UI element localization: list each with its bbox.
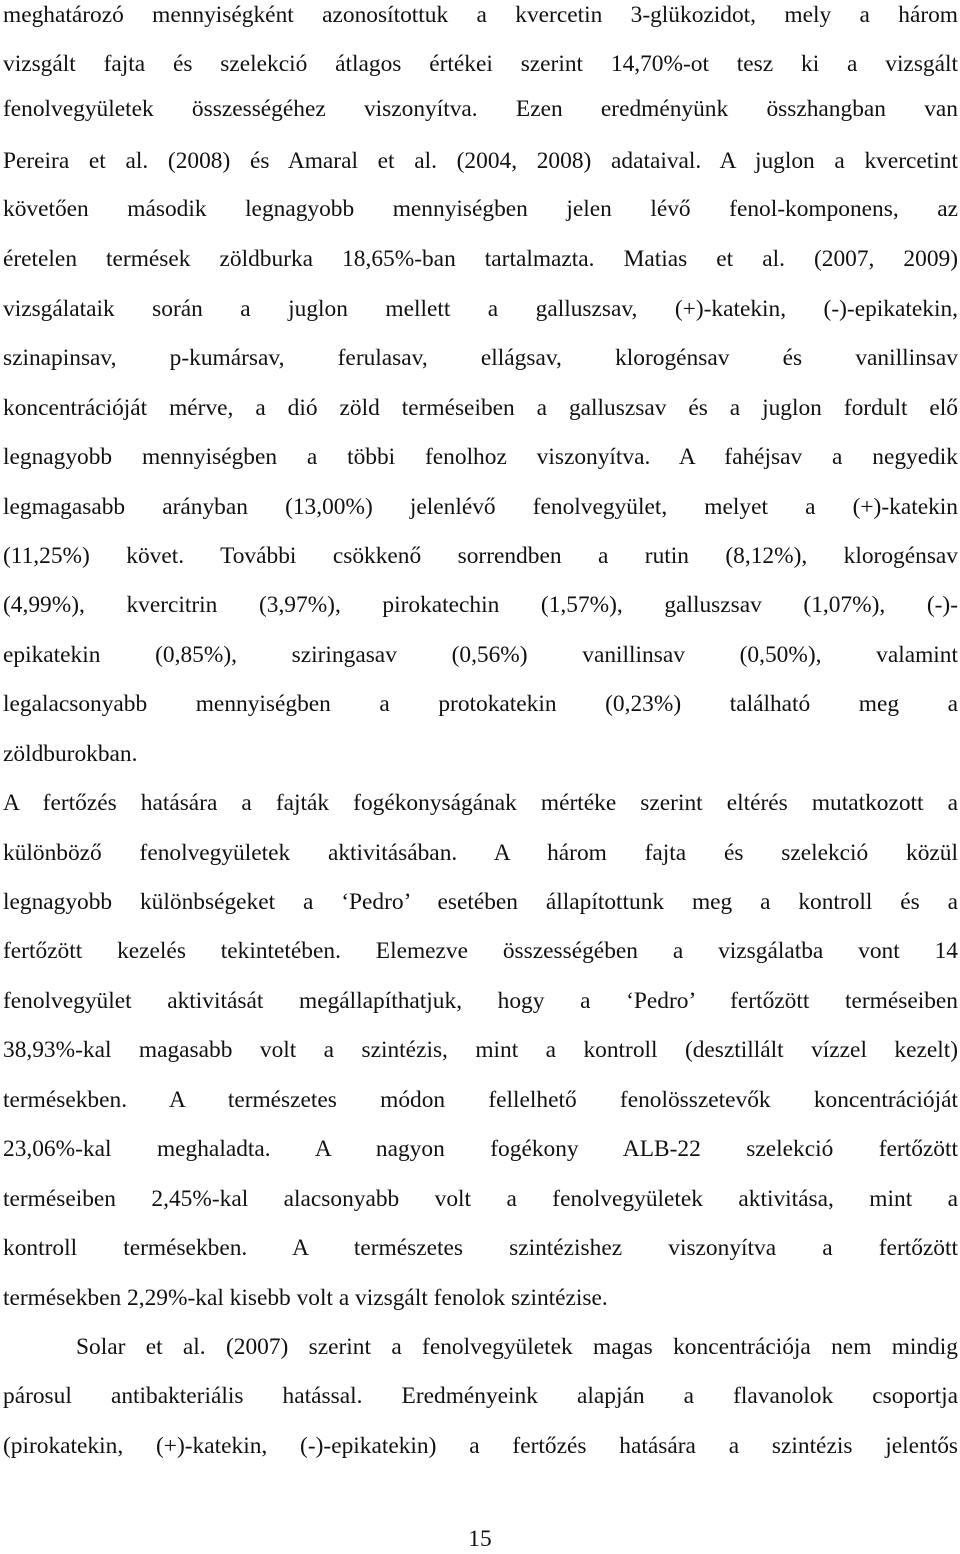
text-line: koncentrációját mérve, a dió zöld terméseiben a galluszsav és a juglon fordult elő [3,395,958,421]
text-line: párosul antibakteriális hatással. Eredményeink alapján a flavanolok csoportja [3,1383,958,1409]
text-line: (pirokatekin, (+)-katekin, (-)-epikatekin) a fertőzés hatására a szintézis jelentős [3,1433,958,1459]
text-line: legalacsonyabb mennyiségben a protokatekin (0,23%) található meg a [3,691,958,717]
text-line: vizsgálataik során a juglon mellett a galluszsav, (+)-katekin, (-)-epikatekin, [3,296,958,322]
text-line: (11,25%) követ. További csökkenő sorrendben a rutin (8,12%), klorogénsav [3,543,958,569]
text-line: termésekben 2,29%-kal kisebb volt a vizsgált fenolok szintézise. [3,1285,608,1311]
text-line: vizsgált fajta és szelekció átlagos értékei szerint 14,70%-ot tesz ki a vizsgált [3,51,958,77]
text-line: legnagyobb különbségeket a ‘Pedro’ esetében állapítottunk meg a kontroll és a [3,889,958,915]
text-line: különböző fenolvegyületek aktivitásában. A három fajta és szelekció közül [3,840,958,866]
text-line: fenolvegyület aktivitását megállapíthatjuk, hogy a ‘Pedro’ fertőzött terméseiben [3,988,958,1014]
text-line: zöldburokban. [3,741,138,767]
text-line: meghatározó mennyiségként azonosítottuk a kvercetin 3-glükozidot, mely a három [3,2,958,28]
text-line: követően második legnagyobb mennyiségben jelen lévő fenol-komponens, az [3,196,958,222]
text-line: fertőzött kezelés tekintetében. Elemezve összességében a vizsgálatba vont 14 [3,938,958,964]
text-line: legnagyobb mennyiségben a többi fenolhoz viszonyítva. A fahéjsav a negyedik [3,444,958,470]
text-line: fenolvegyületek összességéhez viszonyítva. Ezen eredményünk összhangban van [3,96,958,122]
text-line: termésekben. A természetes módon fellelhető fenolösszetevők koncentrációját [3,1087,958,1113]
text-line: legmagasabb arányban (13,00%) jelenlévő fenolvegyület, melyet a (+)-katekin [3,494,958,520]
text-line: Solar et al. (2007) szerint a fenolvegyületek magas koncentrációja nem mindig [76,1334,958,1360]
text-line: terméseiben 2,45%-kal alacsonyabb volt a fenolvegyületek aktivitása, mint a [3,1186,958,1212]
text-line: kontroll termésekben. A természetes szintézishez viszonyítva a fertőzött [3,1235,958,1261]
text-line: (4,99%), kvercitrin (3,97%), pirokatechin (1,57%), galluszsav (1,07%), (-)- [3,592,958,618]
text-line: Pereira et al. (2008) és Amaral et al. (2004, 2008) adataival. A juglon a kvercetint [3,148,958,174]
text-line: A fertőzés hatására a fajták fogékonyságának mértéke szerint eltérés mutatkozott a [3,790,958,816]
text-line: epikatekin (0,85%), sziringasav (0,56%) vanillinsav (0,50%), valamint [3,642,958,668]
text-line: 23,06%-kal meghaladta. A nagyon fogékony ALB-22 szelekció fertőzött [3,1136,958,1162]
page-number: 15 [468,1526,492,1552]
text-line: éretelen termések zöldburka 18,65%-ban tartalmazta. Matias et al. (2007, 2009) [3,246,958,272]
text-line: 38,93%-kal magasabb volt a szintézis, mint a kontroll (desztillált vízzel kezelt) [3,1037,958,1063]
text-line: szinapinsav, p-kumársav, ferulasav, ellágsav, klorogénsav és vanillinsav [3,345,958,371]
